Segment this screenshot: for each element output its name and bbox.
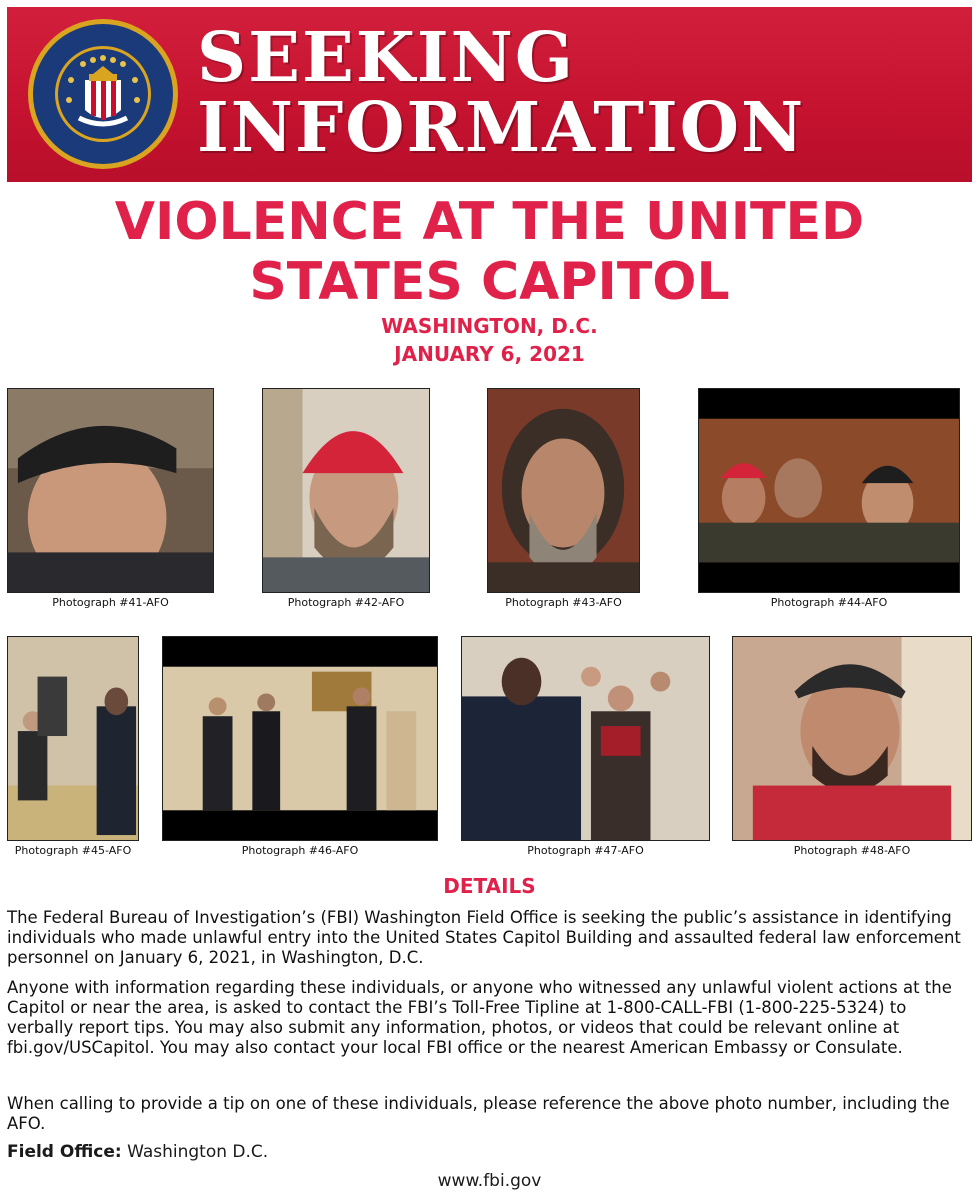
photo-caption: Photograph #41-AFO bbox=[52, 596, 169, 609]
crowd-photo-icon bbox=[8, 637, 138, 840]
photo-42[interactable] bbox=[262, 388, 430, 593]
headline-line-2: STATES CAPITOL bbox=[249, 252, 730, 312]
photo-45[interactable] bbox=[7, 636, 139, 841]
photo-41[interactable] bbox=[7, 388, 214, 593]
details-paragraph-1: The Federal Bureau of Investigation’s (FBI) Washington Field Office is seeking the public’s assistance in identifying individuals who made unlawful entry into the United States Capitol Building and assaulted federal law enforcement personnel on January 6, 2021, in Washington, D.C. bbox=[7, 908, 961, 967]
banner-title-line-1: SEEKING bbox=[197, 18, 575, 98]
person-photo-icon bbox=[488, 389, 639, 592]
person-photo-icon bbox=[263, 389, 429, 592]
photo-caption: Photograph #47-AFO bbox=[527, 844, 644, 857]
details-paragraph-3: When calling to provide a tip on one of these individuals, please reference the above photo number, including the AFO. bbox=[7, 1094, 950, 1133]
field-office bbox=[7, 1142, 268, 1162]
photo-47[interactable] bbox=[461, 636, 710, 841]
photo-44[interactable] bbox=[698, 388, 960, 593]
photo-43[interactable] bbox=[487, 388, 640, 593]
banner-title bbox=[197, 18, 957, 168]
banner-title-line-2: INFORMATION bbox=[197, 88, 806, 168]
photo-caption: Photograph #45-AFO bbox=[14, 844, 132, 857]
photo-caption: Photograph #42-AFO bbox=[287, 596, 405, 609]
photo-46[interactable] bbox=[162, 636, 438, 841]
group-photo-icon bbox=[699, 389, 959, 592]
photo-caption: Photograph #43-AFO bbox=[505, 596, 622, 609]
photo-caption: Photograph #44-AFO bbox=[770, 596, 888, 609]
footer-url-link[interactable]: www.fbi.gov bbox=[437, 1171, 542, 1191]
photo-48[interactable] bbox=[732, 636, 972, 841]
photo-caption: Photograph #46-AFO bbox=[241, 844, 359, 857]
field-office-label: Field Office: bbox=[7, 1142, 122, 1162]
crowd-photo-icon bbox=[462, 637, 709, 840]
details-paragraph-2: Anyone with information regarding these individuals, or anyone who witnessed any unlawful violent actions at the Capitol or near the area, is asked to contact the FBI’s Toll-Free Tipline at 1-800-CALL-FBI (1-800-225-5324) to verbally report tips. You may also submit any information, photos, or videos that could be relevant online at fbi.gov/USCapitol. You may also contact your local FBI office or the nearest American Embassy or Consulate. bbox=[7, 978, 952, 1057]
crowd-photo-icon bbox=[163, 637, 437, 840]
details-heading: DETAILS bbox=[443, 874, 536, 898]
field-office-value: Washington D.C. bbox=[121, 1142, 269, 1162]
person-photo-icon bbox=[8, 389, 213, 592]
headline-line-1: VIOLENCE AT THE UNITED bbox=[114, 192, 865, 252]
photo-caption: Photograph #48-AFO bbox=[793, 844, 911, 857]
date: JANUARY 6, 2021 bbox=[394, 342, 585, 366]
seeking-information-banner bbox=[7, 7, 972, 182]
page-headline bbox=[0, 192, 979, 312]
fbi-seal-icon bbox=[27, 18, 179, 170]
location: WASHINGTON, D.C. bbox=[381, 314, 598, 338]
person-photo-icon bbox=[733, 637, 971, 840]
